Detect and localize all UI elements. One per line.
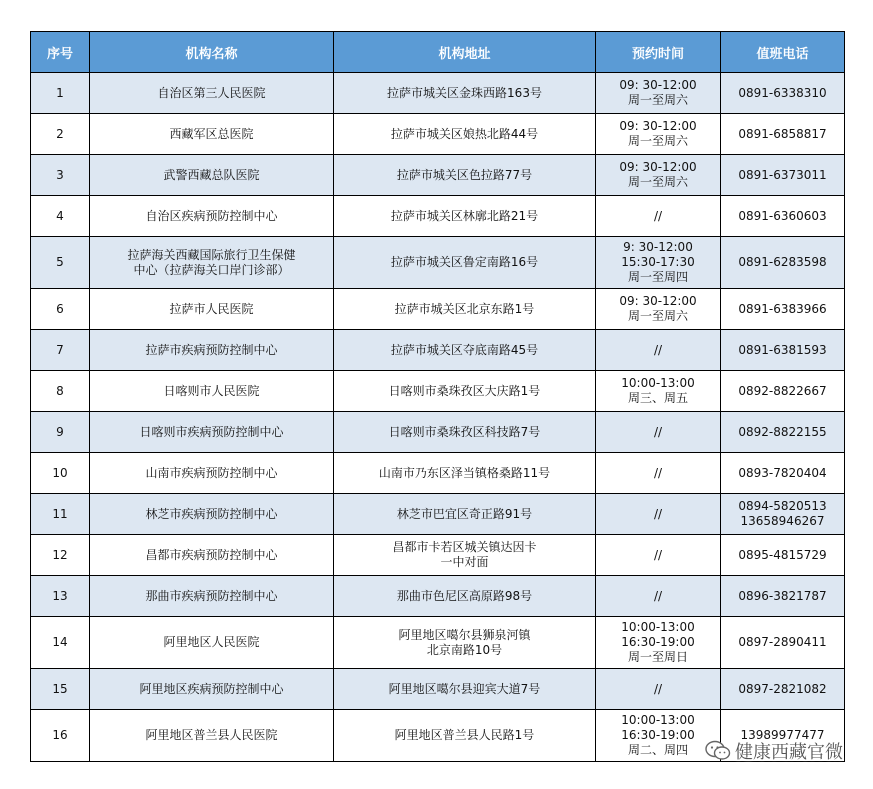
cell-no: 7 [31,330,90,371]
table-row [31,535,845,576]
table-row [31,237,845,289]
cell-address: 拉萨市城关区金珠西路163号 [334,73,596,114]
cell-time: // [596,453,721,494]
table-row [31,114,845,155]
header-phone: 值班电话 [721,32,845,73]
cell-phone: 0896-3821787 [721,576,845,617]
table-row [31,669,845,710]
cell-phone: 0892-8822667 [721,371,845,412]
cell-phone: 0891-6381593 [721,330,845,371]
cell-time: 09: 30-12:00 周一至周六 [596,114,721,155]
header-time: 预约时间 [596,32,721,73]
cell-phone: 0891-6858817 [721,114,845,155]
cell-time: 9: 30-12:00 15:30-17:30 周一至周四 [596,237,721,289]
cell-time: // [596,412,721,453]
table-row [31,289,845,330]
table-row [31,73,845,114]
cell-no: 6 [31,289,90,330]
cell-no: 13 [31,576,90,617]
cell-name: 日喀则市人民医院 [90,371,334,412]
cell-no: 16 [31,710,90,762]
cell-time: // [596,494,721,535]
cell-address: 拉萨市城关区北京东路1号 [334,289,596,330]
watermark [705,738,843,764]
cell-time: 10:00-13:00 16:30-19:00 周一至周日 [596,617,721,669]
cell-name: 那曲市疾病预防控制中心 [90,576,334,617]
cell-time: 10:00-13:00 16:30-19:00 周二、周四 [596,710,721,762]
table-row [31,371,845,412]
cell-address: 阿里地区噶尔县狮泉河镇 北京南路10号 [334,617,596,669]
cell-no: 12 [31,535,90,576]
cell-phone: 13989977477 [721,710,845,762]
wechat-icon [705,740,731,762]
cell-name: 武警西藏总队医院 [90,155,334,196]
cell-name: 拉萨市疾病预防控制中心 [90,330,334,371]
cell-time: 09: 30-12:00 周一至周六 [596,155,721,196]
cell-address: 阿里地区普兰县人民路1号 [334,710,596,762]
cell-address: 那曲市色尼区高原路98号 [334,576,596,617]
cell-address: 拉萨市城关区娘热北路44号 [334,114,596,155]
cell-address: 日喀则市桑珠孜区科技路7号 [334,412,596,453]
cell-name: 自治区第三人民医院 [90,73,334,114]
cell-name: 拉萨市人民医院 [90,289,334,330]
cell-address: 日喀则市桑珠孜区大庆路1号 [334,371,596,412]
cell-name: 西藏军区总医院 [90,114,334,155]
table-row [31,453,845,494]
cell-no: 1 [31,73,90,114]
cell-address: 拉萨市城关区夺底南路45号 [334,330,596,371]
cell-time: // [596,535,721,576]
cell-name: 山南市疾病预防控制中心 [90,453,334,494]
table-row [31,412,845,453]
cell-name: 林芝市疾病预防控制中心 [90,494,334,535]
cell-name: 阿里地区疾病预防控制中心 [90,669,334,710]
table-row [31,617,845,669]
cell-address: 山南市乃东区泽当镇格桑路11号 [334,453,596,494]
cell-time: // [596,196,721,237]
cell-name: 阿里地区人民医院 [90,617,334,669]
cell-address: 拉萨市城关区鲁定南路16号 [334,237,596,289]
header-name: 机构名称 [90,32,334,73]
cell-phone: 0891-6338310 [721,73,845,114]
cell-name: 阿里地区普兰县人民医院 [90,710,334,762]
cell-phone: 0891-6373011 [721,155,845,196]
cell-no: 3 [31,155,90,196]
cell-no: 15 [31,669,90,710]
table-row [31,330,845,371]
cell-address: 昌都市卡若区城关镇达因卡 一中对面 [334,535,596,576]
table-row [31,196,845,237]
table-row [31,576,845,617]
cell-no: 11 [31,494,90,535]
cell-phone: 0892-8822155 [721,412,845,453]
cell-address: 拉萨市城关区林廓北路21号 [334,196,596,237]
cell-phone: 0891-6360603 [721,196,845,237]
cell-no: 10 [31,453,90,494]
cell-time: // [596,330,721,371]
cell-address: 拉萨市城关区色拉路77号 [334,155,596,196]
table-row [31,494,845,535]
cell-phone: 0897-2890411 [721,617,845,669]
header-no: 序号 [31,32,90,73]
cell-time: 10:00-13:00 周三、周五 [596,371,721,412]
table-header-row [31,32,845,73]
cell-phone: 0894-5820513 13658946267 [721,494,845,535]
cell-no: 2 [31,114,90,155]
table-row [31,155,845,196]
cell-address: 林芝市巴宜区奇正路91号 [334,494,596,535]
cell-time: 09: 30-12:00 周一至周六 [596,73,721,114]
cell-phone: 0891-6283598 [721,237,845,289]
cell-name: 自治区疾病预防控制中心 [90,196,334,237]
cell-name: 昌都市疾病预防控制中心 [90,535,334,576]
cell-phone: 0893-7820404 [721,453,845,494]
cell-name: 拉萨海关西藏国际旅行卫生保健 中心（拉萨海关口岸门诊部） [90,237,334,289]
cell-phone: 0891-6383966 [721,289,845,330]
institution-table [30,31,845,762]
header-address: 机构地址 [334,32,596,73]
cell-time: 09: 30-12:00 周一至周六 [596,289,721,330]
cell-time: // [596,669,721,710]
cell-phone: 0897-2821082 [721,669,845,710]
cell-time: // [596,576,721,617]
cell-name: 日喀则市疾病预防控制中心 [90,412,334,453]
cell-address: 阿里地区噶尔县迎宾大道7号 [334,669,596,710]
cell-no: 4 [31,196,90,237]
cell-phone: 0895-4815729 [721,535,845,576]
watermark-text: 健康西藏官微 [735,742,843,763]
cell-no: 5 [31,237,90,289]
cell-no: 14 [31,617,90,669]
cell-no: 9 [31,412,90,453]
cell-no: 8 [31,371,90,412]
